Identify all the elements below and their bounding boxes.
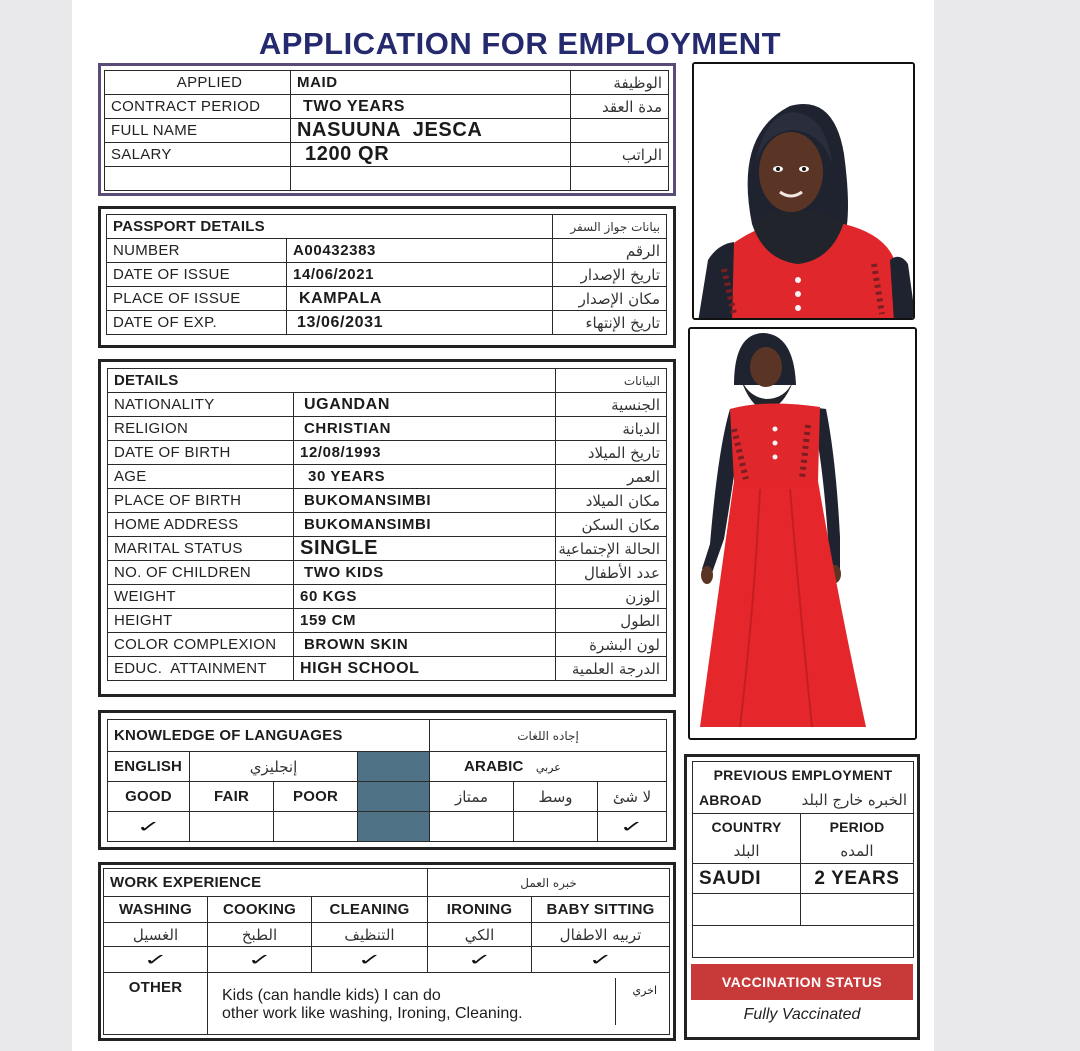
arabic-label: ARABIC xyxy=(464,758,524,775)
job-row-empty xyxy=(105,167,669,191)
passport-table xyxy=(106,214,667,335)
language-ticks-row xyxy=(108,812,667,842)
ironing-check-icon: ✓ xyxy=(467,951,492,969)
job-row-contract: CONTRACT PERIOD TWO YEARS مدة العقد xyxy=(105,95,669,119)
complexion-value: BROWN SKIN xyxy=(294,633,556,657)
passport-heading-row: PASSPORT DETAILS بيانات جواز السفر xyxy=(107,215,667,239)
prev-columns-ar-row: البلد المده xyxy=(693,840,914,864)
date-of-birth-value: 12/08/1993 xyxy=(294,441,556,465)
passport-number-value: A00432383 xyxy=(287,239,553,263)
details-row: NO. OF CHILDREN TWO KIDS عدد الأطفال xyxy=(108,561,667,585)
details-row: RELIGION CHRISTIAN الديانة xyxy=(108,417,667,441)
place-of-birth-value: BUKOMANSIMBI xyxy=(294,489,556,513)
details-row: AGE 30 YEARS العمر xyxy=(108,465,667,489)
details-row: NATIONALITY UGANDAN الجنسية xyxy=(108,393,667,417)
details-row: HEIGHT 159 CM الطول xyxy=(108,609,667,633)
full-length-figure xyxy=(690,329,917,740)
other-label: OTHER xyxy=(104,973,208,1035)
passport-heading: PASSPORT DETAILS xyxy=(107,215,553,239)
nationality-value: UGANDAN xyxy=(294,393,556,417)
english-good-check-icon: ✓ xyxy=(136,818,161,836)
languages-heading-row: KNOWLEDGE OF LANGUAGES إجاده اللغات xyxy=(108,720,667,752)
passport-row: DATE OF ISSUE 14/06/2021 تاريخ الإصدار xyxy=(107,263,667,287)
prev-empty-row xyxy=(693,894,914,926)
marital-status-value: SINGLE xyxy=(294,537,556,561)
place-of-issue-value: KAMPALA xyxy=(287,287,553,311)
full-name-value: NASUUNA JESCA xyxy=(291,119,571,143)
passport-row: PLACE OF ISSUE KAMPALA مكان الإصدار xyxy=(107,287,667,311)
education-value: HIGH SCHOOL xyxy=(294,657,556,681)
languages-heading: KNOWLEDGE OF LANGUAGES xyxy=(108,720,430,752)
cooking-check-icon: ✓ xyxy=(247,951,272,969)
period-value: 2 YEARS xyxy=(801,864,914,894)
details-row: EDUC. ATTAINMENT HIGH SCHOOL الدرجة العلمية xyxy=(108,657,667,681)
work-other-row: OTHER Kids (can handle kids) I can do other work like washing, Ironing, Cleaning. اخري xyxy=(104,973,670,1035)
details-row: COLOR COMPLEXION BROWN SKIN لون البشرة xyxy=(108,633,667,657)
languages-table xyxy=(107,719,667,842)
page-title: APPLICATION FOR EMPLOYMENT xyxy=(258,26,782,61)
salary-value: 1200 QR xyxy=(291,143,571,167)
job-row-applied: APPLIED MAID الوظيفة xyxy=(105,71,669,95)
prev-abroad-row: ABROAD الخبره خارج البلد xyxy=(693,788,914,814)
country-label: COUNTRY xyxy=(693,814,801,840)
weight-value: 60 KGS xyxy=(294,585,556,609)
vaccination-status-label: VACCINATION STATUS xyxy=(691,964,913,1000)
work-skills-row: WASHING COOKING CLEANING IRONING BABY SITTING xyxy=(104,897,670,923)
age-value: 30 YEARS xyxy=(294,465,556,489)
washing-check-icon: ✓ xyxy=(143,951,168,969)
baby-sitting-check-icon: ✓ xyxy=(588,951,613,969)
vaccination-status-value: Fully Vaccinated xyxy=(743,1006,861,1023)
home-address-value: BUKOMANSIMBI xyxy=(294,513,556,537)
details-row: DATE OF BIRTH 12/08/1993 تاريخ الميلاد xyxy=(108,441,667,465)
full-length-photo xyxy=(688,327,917,740)
arabic-none-check-icon: ✓ xyxy=(619,818,645,836)
passport-row: DATE OF EXP. 13/06/2031 تاريخ الإنتهاء xyxy=(107,311,667,335)
portrait-figure xyxy=(694,64,915,320)
passport-row: NUMBER A00432383 الرقم xyxy=(107,239,667,263)
prev-empty-row xyxy=(693,926,914,958)
previous-employment-heading: PREVIOUS EMPLOYMENT xyxy=(693,762,914,788)
prev-columns-row xyxy=(693,814,914,840)
country-value: SAUDI xyxy=(693,864,801,894)
height-value: 159 CM xyxy=(294,609,556,633)
period-label: PERIOD xyxy=(801,814,914,840)
date-of-issue-value: 14/06/2021 xyxy=(287,263,553,287)
applied-value: MAID xyxy=(291,71,571,95)
other-text-line1: Kids (can handle kids) I can do xyxy=(222,987,441,1004)
contract-value: TWO YEARS xyxy=(291,95,571,119)
details-row: MARITAL STATUS SINGLE الحالة الإجتماعية xyxy=(108,537,667,561)
work-heading: WORK EXPERIENCE xyxy=(104,869,428,897)
details-row: WEIGHT 60 KGS الوزن xyxy=(108,585,667,609)
details-heading: DETAILS xyxy=(108,369,556,393)
details-table xyxy=(107,368,667,681)
cleaning-check-icon: ✓ xyxy=(357,951,382,969)
prev-heading-row xyxy=(693,762,914,788)
details-row: HOME ADDRESS BUKOMANSIMBI مكان السكن xyxy=(108,513,667,537)
details-heading-row: DETAILS البيانات xyxy=(108,369,667,393)
language-levels-row: GOOD FAIR POOR ممتاز وسط لا شئ xyxy=(108,782,667,812)
language-names-row: ENGLISH إنجليزي ARABIC عربي xyxy=(108,752,667,782)
job-row-salary: SALARY 1200 QR الراتب xyxy=(105,143,669,167)
english-label: ENGLISH xyxy=(108,752,190,782)
previous-employment-table xyxy=(692,761,914,958)
job-row-name: FULL NAME NASUUNA JESCA xyxy=(105,119,669,143)
children-value: TWO KIDS xyxy=(294,561,556,585)
work-ticks-row xyxy=(104,947,670,973)
religion-value: CHRISTIAN xyxy=(294,417,556,441)
language-divider-cell xyxy=(358,752,430,782)
other-text-line2: other work like washing, Ironing, Cleaning. xyxy=(222,1005,523,1022)
job-info-table xyxy=(104,70,669,191)
work-skills-ar-row: الغسيل الطبخ التنظيف الكي تربيه الاطفال xyxy=(104,923,670,947)
date-of-expiry-value: 13/06/2031 xyxy=(287,311,553,335)
work-heading-row: WORK EXPERIENCE خبره العمل xyxy=(104,869,670,897)
abroad-label: ABROAD xyxy=(693,788,801,814)
work-table xyxy=(103,868,670,1035)
portrait-photo xyxy=(692,62,915,320)
details-row: PLACE OF BIRTH BUKOMANSIMBI مكان الميلاد xyxy=(108,489,667,513)
prev-values-row xyxy=(693,864,914,894)
